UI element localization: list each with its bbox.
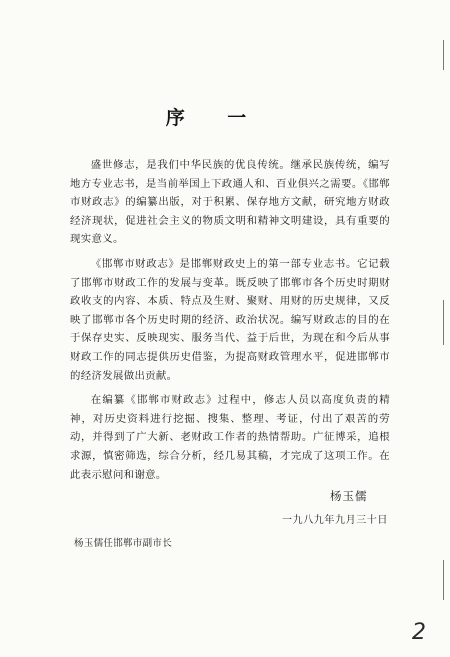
- signature-date: 一九八九年九月三十日: [282, 515, 388, 526]
- scan-edge-mark: [443, 560, 444, 600]
- author-note: 杨玉儒任邯郸市副市长: [74, 538, 173, 549]
- page-title: 序 一: [165, 107, 265, 129]
- scan-edge-mark: [443, 300, 444, 345]
- author-signature: 杨玉儒: [330, 489, 368, 503]
- scan-edge-mark: [443, 40, 444, 70]
- paragraph-3: 在编纂《邯郸市财政志》过程中，修志人员以高度负责的精神，对历史资料进行挖掘、搜集、整理、考证，付出了艰苦的劳动，并得到了广大新、老财政工作者的热情帮助。广征博采，追根求源，慎密筛选，综合分析，经几易其稿，才完成了这项工作。在此表示慰问和谢意。: [70, 394, 390, 481]
- preface-body: [70, 156, 390, 490]
- page-number: 2: [412, 620, 426, 645]
- paragraph-1: 盛世修志，是我们中华民族的优良传统。继承民族传统，编写地方专业志书，是当前举国上下政通人和、百业俱兴之需要。《邯郸市财政志》的编纂出版，对于积累、保存地方文献，研究地方财政经济现状，促进社会主义的物质文明和精神文明建设，具有重要的现实意义。: [70, 159, 390, 246]
- paragraph-2: 《邯郸市财政志》是邯郸财政史上的第一部专业志书。它记载了邯郸市财政工作的发展与变革。既反映了邯郸市各个历史时期财政收支的内容、本质、特点及生财、聚财、用财的历史规律，又反映了邯郸市各个历史时期的经济、政治状况。编写财政志的目的在于保存史实、反映现实、服务当代、益于后世，为现在和今后从事财政工作的同志提供历史借鉴，为提高财政管理水平，促进邯郸市的经济发展做出贡献。: [70, 257, 390, 382]
